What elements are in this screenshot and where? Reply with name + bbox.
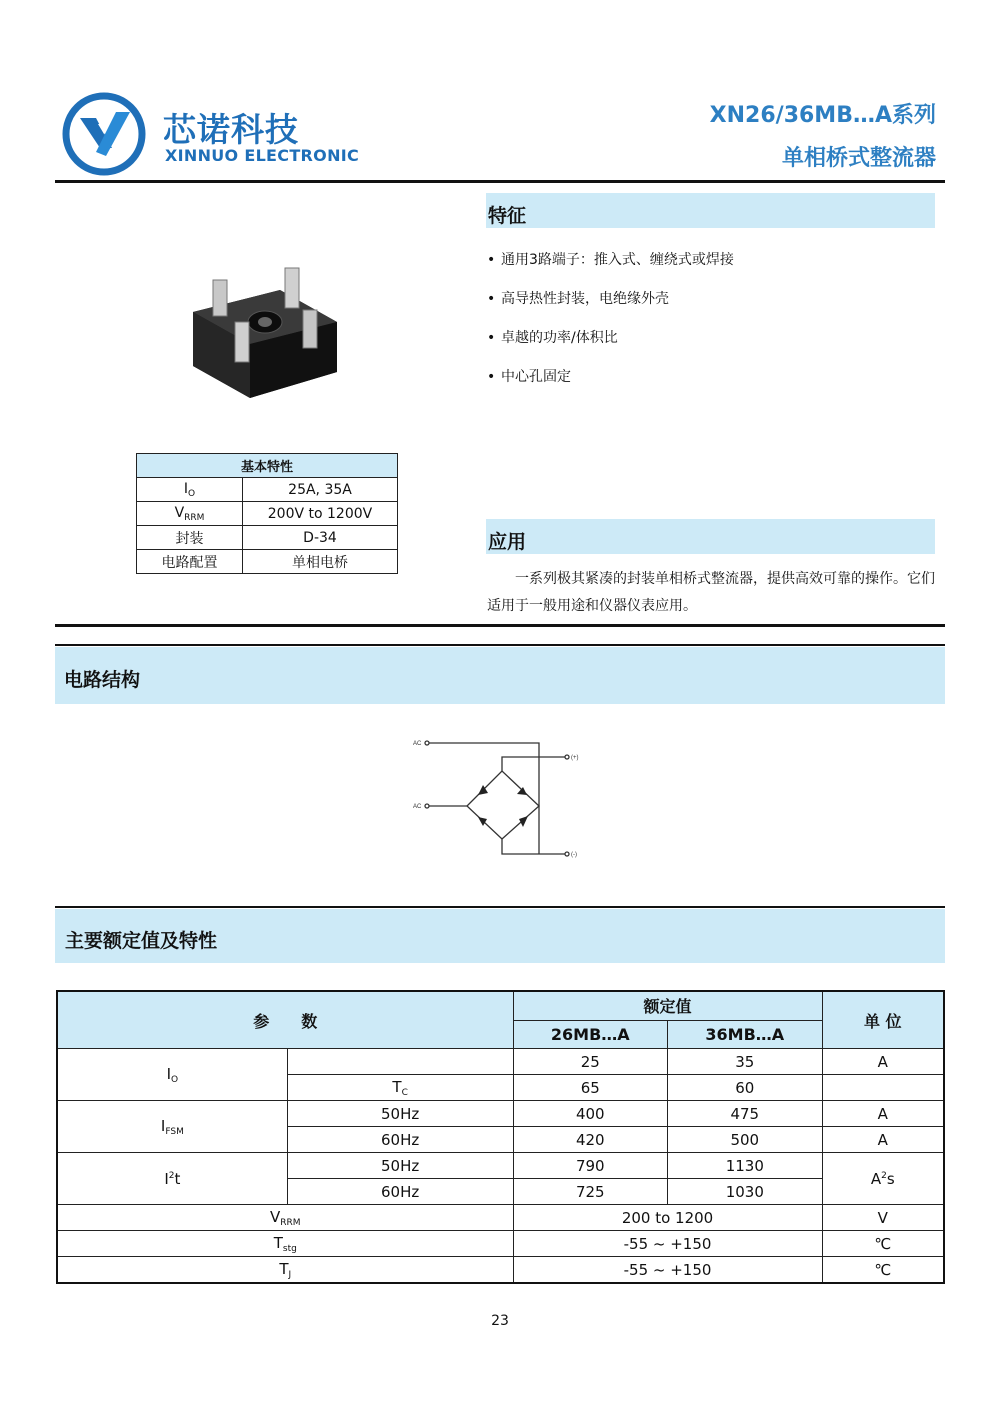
bridge-circuit-diagram [405, 733, 595, 863]
feature-item: • 中心孔固定 [487, 369, 571, 385]
value-cell: 400 [513, 1101, 668, 1127]
ratings-top-rule [55, 906, 945, 908]
unit-cell: A [822, 1101, 944, 1127]
basic-symbol-io: $I_O$ [137, 478, 243, 502]
param-tstg: $T_{stg}$ [57, 1231, 513, 1257]
ac-label-1: AC [413, 741, 422, 747]
basic-characteristics-table [136, 453, 398, 574]
param-tj: $T_J$ [57, 1257, 513, 1284]
header-unit: 单 位 [822, 991, 944, 1049]
cond-cell: 60Hz [287, 1127, 513, 1153]
basic-value-vrrm: 200V to 1200V [243, 502, 398, 526]
basic-label-circuit: 电路配置 [137, 550, 243, 574]
value-cell-tstg: -55 ~ +150 [513, 1231, 822, 1257]
param-vrrm: $V_{RRM}$ [57, 1205, 513, 1231]
value-cell-vrrm: 200 to 1200 [513, 1205, 822, 1231]
unit-cell: ℃ [822, 1257, 944, 1284]
cond-cell [287, 1049, 513, 1075]
value-cell: 725 [513, 1179, 668, 1205]
header-divider [55, 180, 945, 183]
basic-value-circuit: 单相电桥 [243, 550, 398, 574]
basic-table-title: 基本特性 [137, 454, 398, 478]
header-parameter: 参 数 [57, 991, 513, 1049]
value-cell: 420 [513, 1127, 668, 1153]
value-cell: 65 [513, 1075, 668, 1101]
series-title: XN26/36MB…A系列 [709, 103, 936, 128]
features-heading: 特征 [486, 193, 935, 228]
page-number: 23 [491, 1313, 509, 1329]
header-26mb: 26MB…A [513, 1020, 668, 1049]
param-ifsm: $I_{FSM}$ [57, 1101, 287, 1153]
value-cell: 1030 [668, 1179, 823, 1205]
cond-cell: 50Hz [287, 1153, 513, 1179]
value-cell: 500 [668, 1127, 823, 1153]
circuit-heading: 电路结构 [55, 647, 945, 704]
ratings-table [56, 990, 945, 1284]
product-photo [185, 260, 345, 405]
cond-cell: 60Hz [287, 1179, 513, 1205]
feature-item: • 通用3路端子：推入式、缠绕式或焊接 [487, 252, 734, 268]
value-cell: 790 [513, 1153, 668, 1179]
unit-cell-i2t: $A^2s$ [822, 1153, 944, 1205]
company-logo-icon [60, 90, 148, 178]
diode-icon [519, 816, 528, 827]
basic-label-package: 封装 [137, 526, 243, 550]
header-36mb: 36MB…A [668, 1020, 823, 1049]
feature-item: • 卓越的功率/体积比 [487, 330, 618, 346]
basic-value-io: 25A, 35A [243, 478, 398, 502]
application-text: 一系列极其紧凑的封装单相桥式整流器，提供高效可靠的操作。它们适用于一般用途和仪器仪表应用。 [487, 571, 935, 614]
brand-name-en: XINNUO ELECTRONIC [165, 146, 360, 165]
basic-value-package: D-34 [243, 526, 398, 550]
diode-icon [478, 817, 487, 826]
unit-cell [822, 1075, 944, 1101]
ratings-heading: 主要额定值及特性 [55, 909, 945, 963]
minus-label: (-) [571, 852, 577, 858]
unit-cell: ℃ [822, 1231, 944, 1257]
section-divider [55, 624, 945, 627]
ac-label-2: AC [413, 804, 422, 810]
application-heading: 应用 [486, 519, 935, 554]
plus-label: (+) [571, 755, 579, 761]
value-cell: 475 [668, 1101, 823, 1127]
value-cell: 60 [668, 1075, 823, 1101]
cond-cell: 50Hz [287, 1101, 513, 1127]
header-rated-value: 额定值 [513, 991, 822, 1020]
value-cell: 25 [513, 1049, 668, 1075]
value-cell: 35 [668, 1049, 823, 1075]
series-subtitle: 单相桥式整流器 [781, 146, 936, 171]
cond-cell-tc: $T_C$ [287, 1075, 513, 1101]
feature-item: • 高导热性封装，电绝缘外壳 [487, 291, 669, 307]
basic-symbol-vrrm: $V_{RRM}$ [137, 502, 243, 526]
unit-cell: A [822, 1127, 944, 1153]
value-cell: 1130 [668, 1153, 823, 1179]
diode-icon [517, 787, 527, 795]
param-i2t: $I^2t$ [57, 1153, 287, 1205]
param-io: $I_O$ [57, 1049, 287, 1101]
unit-cell: A [822, 1049, 944, 1075]
circuit-top-rule [55, 644, 945, 646]
value-cell-tj: -55 ~ +150 [513, 1257, 822, 1284]
unit-cell: V [822, 1205, 944, 1231]
brand-name-cn: 芯诺科技 [163, 110, 299, 149]
